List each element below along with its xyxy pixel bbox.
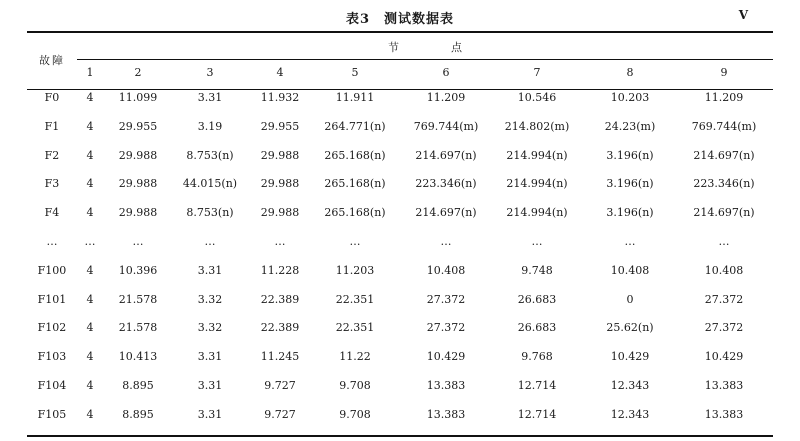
node-value-cell: 24.23(m) (604, 119, 656, 133)
node-value-cell: 10.396 (118, 263, 158, 277)
fault-id-cell: F0 (44, 91, 60, 104)
node-value-cell: 12.343 (610, 407, 650, 421)
node-group-header (77, 39, 773, 55)
table-row (0, 91, 800, 109)
table-row (0, 350, 800, 368)
node-value-cell: … (84, 235, 96, 248)
node-value-cell: … (440, 235, 452, 248)
node-value-cell: 29.955 (260, 119, 300, 133)
node-value-cell: 29.988 (260, 206, 300, 220)
node-value-cell: 3.196(n) (606, 148, 654, 162)
node-header-part-1: 节 (388, 41, 399, 54)
node-value-cell: 4 (86, 206, 94, 220)
fault-id-cell: F103 (37, 350, 67, 364)
node-value-cell: 29.955 (118, 119, 158, 133)
node-value-cell: 214.697(n) (693, 206, 755, 220)
table-title: 表3 测试数据表 (345, 12, 455, 27)
node-value-cell: 9.727 (264, 407, 296, 421)
column-header-7: 7 (533, 66, 541, 79)
node-value-cell: 9.748 (521, 263, 553, 277)
header-bottom-rule (27, 89, 773, 90)
node-value-cell: 3.31 (197, 379, 223, 392)
node-value-cell: 265.168(n) (324, 148, 386, 162)
fault-id-cell: F100 (37, 263, 67, 277)
node-value-cell: 4 (86, 119, 94, 133)
fault-id-cell: F101 (37, 292, 67, 306)
node-value-cell: 11.228 (260, 263, 300, 277)
node-value-cell: 10.429 (426, 350, 466, 364)
node-value-cell: 265.168(n) (324, 177, 386, 191)
node-value-cell: 13.383 (426, 407, 466, 421)
unit-label: V (738, 8, 748, 22)
node-value-cell: 264.771(n) (324, 119, 386, 133)
column-header-5: 5 (351, 66, 359, 79)
node-value-cell: 4 (86, 292, 94, 306)
column-header-6: 6 (442, 66, 450, 79)
node-value-cell: 27.372 (704, 292, 744, 306)
node-value-cell: 11.22 (339, 350, 371, 364)
node-value-cell: 11.209 (426, 91, 466, 104)
node-value-cell: 10.429 (610, 350, 650, 364)
table-row (0, 293, 800, 311)
fault-id-cell: … (46, 235, 58, 248)
column-header-4: 4 (276, 66, 284, 79)
node-value-cell: 22.351 (335, 292, 375, 306)
node-value-cell: 22.351 (335, 321, 375, 335)
node-value-cell: 11.932 (260, 91, 300, 104)
node-value-cell: 214.994(n) (506, 177, 568, 191)
node-value-cell: 11.203 (335, 263, 375, 277)
node-value-cell: 769.744(m) (413, 119, 479, 133)
node-value-cell: 8.753(n) (186, 148, 234, 162)
node-value-cell: 0 (626, 292, 634, 306)
node-value-cell: 27.372 (426, 292, 466, 306)
node-value-cell: 22.389 (260, 292, 300, 306)
table-row (0, 235, 800, 253)
fault-id-cell: F4 (44, 206, 60, 220)
node-value-cell: 10.413 (118, 350, 158, 364)
node-value-cell: 214.802(m) (504, 119, 570, 133)
fault-column-header: 故障 (39, 54, 65, 67)
node-value-cell: 29.988 (118, 148, 158, 162)
node-value-cell: 11.209 (704, 91, 744, 104)
node-value-cell: 9.727 (264, 379, 296, 392)
node-value-cell: 4 (86, 177, 94, 191)
node-value-cell: 3.32 (197, 321, 223, 335)
node-value-cell: 9.768 (521, 350, 553, 364)
bottom-rule (27, 435, 773, 437)
node-value-cell: 3.32 (197, 292, 223, 306)
node-value-cell: 27.372 (704, 321, 744, 335)
node-value-cell: 214.697(n) (415, 206, 477, 220)
node-value-cell: 3.19 (197, 119, 223, 133)
node-value-cell: 13.383 (704, 407, 744, 421)
column-header-9: 9 (720, 66, 728, 79)
fault-id-cell: F3 (44, 177, 60, 191)
node-value-cell: 25.62(n) (606, 321, 654, 335)
node-value-cell: 12.714 (517, 379, 557, 392)
node-value-cell: 29.988 (260, 148, 300, 162)
node-value-cell: 12.714 (517, 407, 557, 421)
node-value-cell: … (531, 235, 543, 248)
node-value-cell: … (204, 235, 216, 248)
fault-id-cell: F105 (37, 407, 67, 421)
node-value-cell: 3.196(n) (606, 206, 654, 220)
node-value-cell: 4 (86, 379, 94, 392)
node-value-cell: 26.683 (517, 321, 557, 335)
node-value-cell: 13.383 (426, 379, 466, 392)
node-value-cell: 29.988 (260, 177, 300, 191)
node-value-cell: … (624, 235, 636, 248)
node-value-cell: 4 (86, 91, 94, 104)
table-row (0, 379, 800, 397)
node-value-cell: 10.408 (426, 263, 466, 277)
node-value-cell: 10.546 (517, 91, 557, 104)
fault-id-cell: F104 (37, 379, 67, 392)
node-value-cell: 21.578 (118, 292, 158, 306)
node-value-cell: 214.994(n) (506, 206, 568, 220)
node-value-cell: 3.31 (197, 91, 223, 104)
node-value-cell: 27.372 (426, 321, 466, 335)
node-value-cell: 44.015(n) (182, 177, 238, 191)
node-value-cell: 11.099 (118, 91, 158, 104)
node-value-cell: 769.744(m) (691, 119, 757, 133)
fault-id-cell: F102 (37, 321, 67, 335)
table-row (0, 408, 800, 426)
node-value-cell: … (274, 235, 286, 248)
table-row (0, 264, 800, 282)
node-value-cell: 9.708 (339, 407, 371, 421)
node-value-cell: 4 (86, 321, 94, 335)
table-row (0, 177, 800, 195)
node-value-cell: 214.994(n) (506, 148, 568, 162)
node-subheader-rule (77, 59, 773, 60)
node-value-cell: 265.168(n) (324, 206, 386, 220)
node-value-cell: 13.383 (704, 379, 744, 392)
node-value-cell: 4 (86, 350, 94, 364)
column-header-8: 8 (626, 66, 634, 79)
table-row (0, 120, 800, 138)
node-value-cell: 26.683 (517, 292, 557, 306)
table-row (0, 321, 800, 339)
fault-id-cell: F2 (44, 148, 60, 162)
node-value-cell: 11.245 (260, 350, 300, 364)
node-value-cell: 214.697(n) (415, 148, 477, 162)
node-value-cell: 10.408 (610, 263, 650, 277)
node-value-cell: 12.343 (610, 379, 650, 392)
column-header-1: 1 (86, 66, 94, 79)
node-value-cell: 3.31 (197, 263, 223, 277)
node-value-cell: 8.895 (122, 407, 154, 421)
node-value-cell: 223.346(n) (415, 177, 477, 191)
node-value-cell: 3.31 (197, 407, 223, 421)
column-header-2: 2 (134, 66, 142, 79)
node-value-cell: 10.408 (704, 263, 744, 277)
node-value-cell: 9.708 (339, 379, 371, 392)
node-value-cell: 4 (86, 263, 94, 277)
node-value-cell: 22.389 (260, 321, 300, 335)
node-value-cell: 214.697(n) (693, 148, 755, 162)
table-row (0, 206, 800, 224)
column-header-row (0, 66, 800, 82)
table-row (0, 149, 800, 167)
node-header-part-2: 点 (451, 41, 462, 54)
node-value-cell: 8.895 (122, 379, 154, 392)
node-value-cell: 223.346(n) (693, 177, 755, 191)
node-value-cell: … (349, 235, 361, 248)
node-value-cell: 10.203 (610, 91, 650, 104)
node-value-cell: 4 (86, 407, 94, 421)
node-value-cell: … (132, 235, 144, 248)
node-value-cell: 29.988 (118, 206, 158, 220)
node-value-cell: 11.911 (335, 91, 375, 104)
node-value-cell: 21.578 (118, 321, 158, 335)
node-value-cell: 8.753(n) (186, 206, 234, 220)
node-value-cell: … (718, 235, 730, 248)
node-value-cell: 4 (86, 148, 94, 162)
node-value-cell: 3.196(n) (606, 177, 654, 191)
column-header-3: 3 (206, 66, 214, 79)
node-value-cell: 29.988 (118, 177, 158, 191)
fault-id-cell: F1 (44, 119, 60, 133)
node-value-cell: 10.429 (704, 350, 744, 364)
node-value-cell: 3.31 (197, 350, 223, 364)
top-rule (27, 31, 773, 33)
